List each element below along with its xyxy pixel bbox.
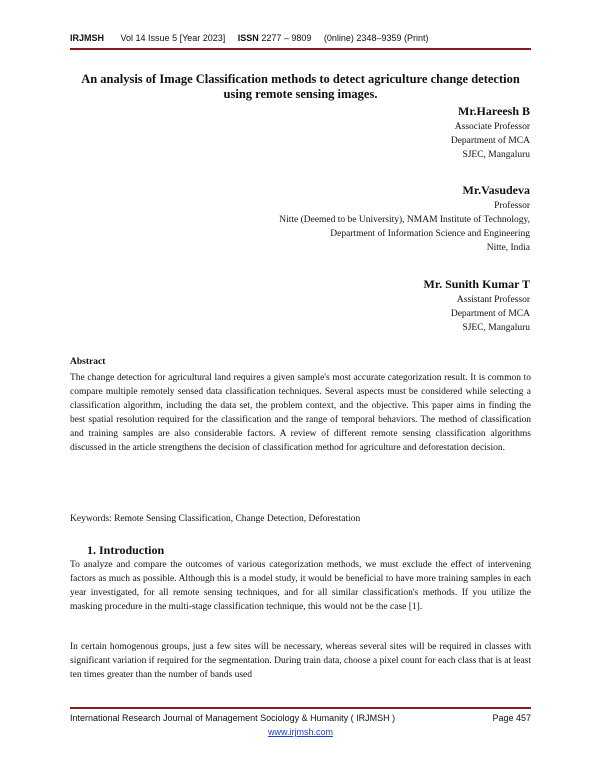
author-name: Mr.Hareesh B: [458, 104, 530, 118]
author-dept: Department of MCA: [450, 136, 530, 146]
keywords: Keywords: Remote Sensing Classification, Change Detection, Deforestation: [70, 514, 361, 524]
author-block-1: [451, 103, 530, 162]
journal-abbr: IRJMSH: [70, 33, 105, 43]
author-block-3: [424, 276, 530, 335]
intro-paragraph-1: To analyze and compare the outcomes of various categorization methods, we must exclude the effect of intervening factors as much as possible. Although this is a model study, it would be beneficial to have more training samples in each year investigated, for all remote sensing techniques, and for all similar classification's methods. If you utilize the masking procedure in the multi-stage classification technique, this would not be the case [1].: [70, 560, 531, 613]
author-block-2: [279, 182, 530, 255]
author-name: Mr. Sunith Kumar T: [423, 277, 530, 291]
author-affiliation: SJEC, Mangaluru: [462, 150, 530, 160]
paper-title: An analysis of Image Classification methods to detect agriculture change detection using remote sensing images.: [81, 72, 520, 101]
section-heading: 1. Introduction: [87, 543, 165, 557]
volume-info: Vol 14 Issue 5 [Year 2023]: [120, 33, 226, 43]
author-name: Mr.Vasudeva: [462, 183, 530, 197]
author-dept: Department of MCA: [450, 309, 530, 319]
website-link[interactable]: www.irjmsh.com: [267, 727, 333, 737]
issn-online: 2277 – 9809: [261, 33, 312, 43]
author-role: Assistant Professor: [456, 295, 530, 305]
page-number: Page 457: [492, 713, 531, 723]
issn-print: (0nline) 2348–9359 (Print): [323, 33, 429, 43]
author-affiliation: Nitte (Deemed to be University), NMAM Institute of Technology,: [279, 215, 530, 225]
footer-rule: [70, 707, 531, 709]
header-rule: [70, 48, 531, 50]
abstract-text: The change detection for agricultural land requires a given sample's most accurate categorization result. It is common to compare multiple remotely sensed data classification techniques. Several aspects must be considered while selecting a classification algorithm, including the data set, the problem context, and the objective. This paper aims in finding the best spatial resolution required for the classification and the range of temporal behaviors. The method of classification and training samples are also considerable factors. A review of different remote sensing classification algorithms discussed in the article strengthens the decision of classification method for agriculture and deforestation decision.: [70, 373, 531, 454]
author-role: Associate Professor: [454, 122, 530, 132]
author-role: Professor: [494, 201, 530, 211]
running-header: [70, 33, 428, 43]
author-dept: Department of Information Science and Engineering: [330, 229, 530, 239]
author-affiliation: SJEC, Mangaluru: [462, 323, 530, 333]
issn-label: ISSN: [237, 33, 259, 43]
running-footer: [70, 713, 531, 723]
author-location: Nitte, India: [486, 243, 530, 253]
intro-paragraph-2: In certain homogenous groups, just a few sites will be necessary, whereas several sites will be required in classes with significant variation if required for the segmentation. During train data, choose a pixel count for each class that is at least ten times greater than the number of bands used: [70, 642, 531, 681]
footer-journal: International Research Journal of Management Sociology & Humanity ( IRJMSH ): [70, 713, 396, 723]
abstract-heading: Abstract: [70, 357, 106, 367]
